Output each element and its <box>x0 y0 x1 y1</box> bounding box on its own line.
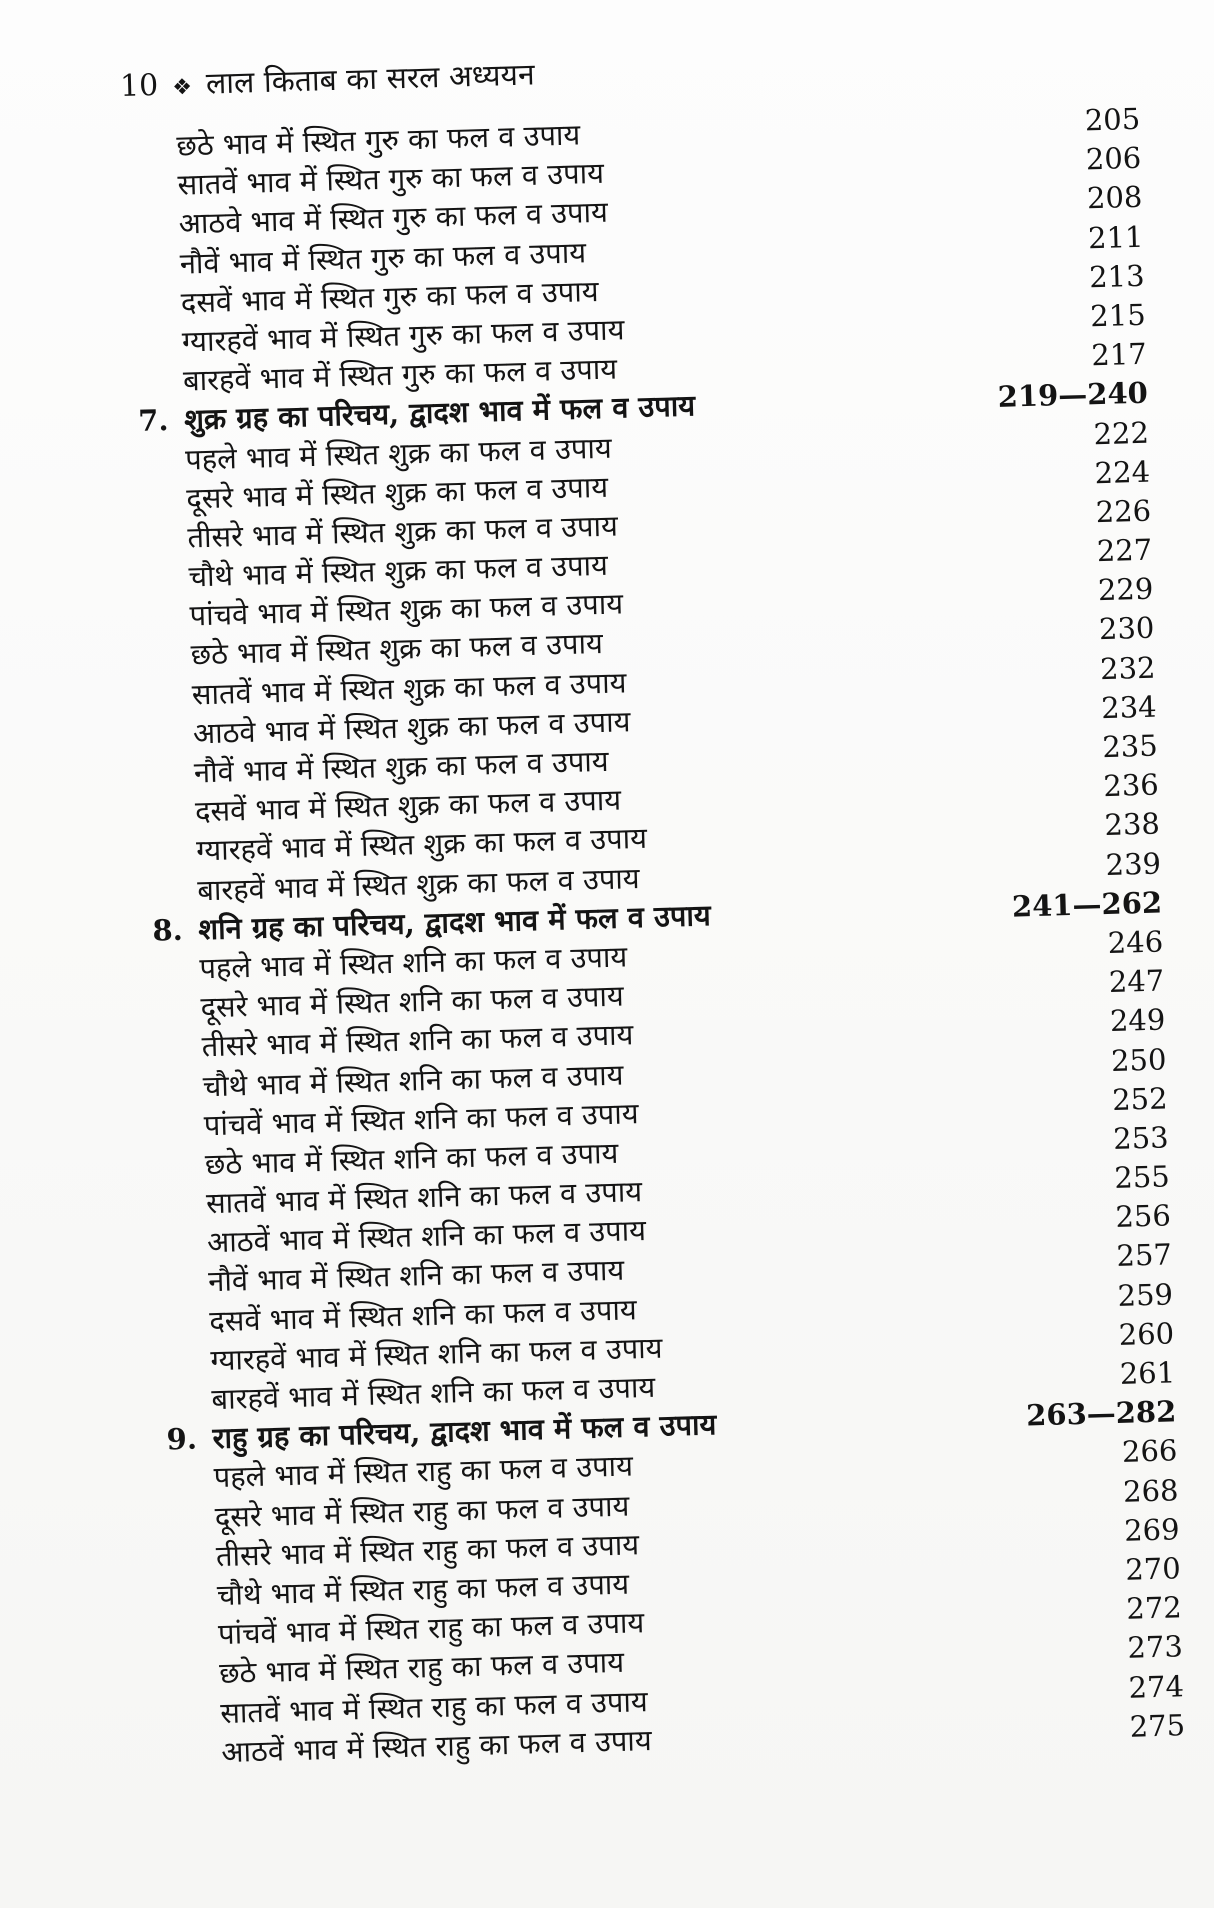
toc-item-title: आठवें भाव में स्थित राहु का फल व उपाय <box>220 1722 653 1769</box>
toc-chapter-number: 8. <box>151 912 184 948</box>
toc-chapter-number: 9. <box>166 1421 198 1457</box>
toc-chapter-title: शुक्र ग्रह का परिचय, द्वादश भाव में फल व उपाय <box>183 388 696 437</box>
toc-chapter-number <box>131 166 175 167</box>
header-book-title: लाल किताब का सरल अध्ययन <box>205 57 536 102</box>
toc-item-page-number: 269 <box>1123 1511 1181 1548</box>
toc-item-title: पहले भाव में स्थित शुक्र का फल व उपाय <box>184 430 613 477</box>
toc-chapter-number <box>141 518 185 519</box>
toc-item-page-number: 205 <box>1084 101 1141 138</box>
toc-item-page-number: 256 <box>1114 1198 1172 1235</box>
toc-item-title: चौथे भाव में स्थित राहु का फल व उपाय <box>216 1566 630 1613</box>
toc-chapter-number <box>140 479 184 480</box>
toc-chapter-number <box>157 1106 201 1107</box>
toc-item-page-number: 235 <box>1101 728 1159 765</box>
toc-item-title: ग्यारहवें भाव में स्थित शुक्र का फल व उपाय <box>195 821 648 868</box>
toc-item-page-number: 255 <box>1113 1159 1171 1195</box>
toc-chapter-number <box>160 1184 204 1185</box>
toc-item-page-number: 226 <box>1095 493 1152 530</box>
toc-item-page-number: 234 <box>1100 689 1158 725</box>
toc-chapter-number <box>153 949 197 950</box>
toc-chapter-number <box>143 597 187 598</box>
toc-item-page-number: 273 <box>1126 1629 1184 1666</box>
toc-item-page-number: 211 <box>1087 219 1144 255</box>
toc-item-title: दसवें भाव में स्थित शुक्र का फल व उपाय <box>194 782 622 829</box>
toc-chapter-number <box>158 1145 202 1146</box>
toc-chapter-number <box>174 1694 218 1695</box>
toc-chapter-number <box>137 362 181 363</box>
toc-item-page-number: 227 <box>1096 532 1153 569</box>
toc-item-title: बारहवें भाव में स्थित शनि का फल व उपाय <box>211 1369 656 1417</box>
toc-chapter-number <box>139 440 183 441</box>
toc-item-page-number: 272 <box>1125 1590 1183 1626</box>
toc-item-title: आठवें भाव में स्थित शनि का फल व उपाय <box>206 1213 647 1260</box>
toc-item-title: तीसरे भाव में स्थित राहु का फल व उपाय <box>215 1527 640 1573</box>
toc-item-page-number: 213 <box>1088 258 1145 295</box>
toc-item-title: दूसरे भाव में स्थित शनि का फल व उपाय <box>200 978 625 1025</box>
toc-item-title: सातवें भाव में स्थित शनि का फल व उपाय <box>205 1174 643 1221</box>
toc-chapter-page-range: 219—240 <box>997 376 1149 415</box>
toc-chapter-number <box>146 714 190 715</box>
toc-chapter-number <box>154 989 198 990</box>
toc-item-page-number: 217 <box>1090 336 1148 373</box>
toc-item-page-number: 239 <box>1105 846 1162 882</box>
toc-chapter-number <box>134 283 178 284</box>
toc-chapter-number <box>144 636 188 637</box>
toc-chapter-number <box>132 205 176 206</box>
toc-chapter-number <box>149 793 193 794</box>
toc-item-title: ग्यारहवें भाव में स्थित गुरु का फल व उपाय <box>181 312 625 359</box>
toc-chapter-number: 7. <box>137 403 169 439</box>
toc-item-page-number: 259 <box>1117 1276 1174 1313</box>
toc-chapter-number <box>130 127 174 128</box>
toc-item-title: तीसरे भाव में स्थित शनि का फल व उपाय <box>201 1017 634 1064</box>
toc-item-title: तीसरे भाव में स्थित शुक्र का फल व उपाय <box>186 508 619 555</box>
toc-chapter-number <box>161 1224 205 1225</box>
toc-chapter-number <box>145 675 189 676</box>
toc-item-page-number: 260 <box>1118 1316 1175 1352</box>
toc-chapter-page-range: 263—282 <box>1025 1394 1177 1433</box>
toc-item-page-number: 238 <box>1104 806 1161 843</box>
toc-item-title: दूसरे भाव में स्थित राहु का फल व उपाय <box>214 1488 630 1534</box>
header-page-number: 10 <box>119 67 159 104</box>
toc-item-page-number: 275 <box>1129 1707 1186 1744</box>
toc-item-page-number: 206 <box>1085 140 1142 177</box>
toc-item-title: दसवें भाव में स्थित गुरु का फल व उपाय <box>180 273 600 320</box>
toc-chapter-number <box>163 1302 207 1303</box>
toc-chapter-number <box>169 1537 213 1538</box>
toc-item-title: आठवे भाव में स्थित शुक्र का फल व उपाय <box>192 704 631 751</box>
header-separator-ornament: ❖ <box>171 74 193 101</box>
toc-chapter-title: राहु ग्रह का परिचय, द्वादश भाव में फल व उपाय <box>212 1407 717 1456</box>
toc-chapter-number <box>151 871 195 872</box>
toc-chapter-number <box>148 754 192 755</box>
toc-chapter-page-range: 241—262 <box>1011 885 1163 924</box>
toc-item-page-number: 250 <box>1110 1041 1167 1078</box>
toc-item-title: नौवें भाव में स्थित शनि का फल व उपाय <box>207 1253 625 1299</box>
toc-item-title: पांचवें भाव में स्थित राहु का फल व उपाय <box>217 1605 645 1652</box>
toc-chapter-number <box>142 558 186 559</box>
toc-item-page-number: 215 <box>1089 297 1147 334</box>
toc-item-title: सातवें भाव में स्थित राहु का फल व उपाय <box>219 1683 649 1730</box>
toc-chapter-title: शनि ग्रह का परिचय, द्वादश भाव में फल व उपाय <box>197 897 712 947</box>
toc-chapter-number <box>155 1028 199 1029</box>
toc-item-title: दसवें भाव में स्थित शनि का फल व उपाय <box>208 1291 638 1338</box>
toc-item-page-number: 246 <box>1107 924 1164 960</box>
toc-item-title: बारहवें भाव में स्थित गुरु का फल व उपाय <box>182 351 618 398</box>
toc-item-title: चौथे भाव में स्थित शुक्र का फल व उपाय <box>188 547 609 594</box>
toc-item-page-number: 274 <box>1128 1668 1185 1705</box>
toc-item-page-number: 270 <box>1124 1551 1182 1587</box>
toc-item-page-number: 236 <box>1102 767 1160 804</box>
toc-item-page-number: 232 <box>1099 650 1156 686</box>
toc-item-title: ग्यारहवें भाव में स्थित शनि का फल व उपाय <box>209 1330 663 1378</box>
toc-chapter-number <box>173 1654 217 1655</box>
toc-item-page-number: 247 <box>1108 963 1165 1000</box>
toc-item-title: आठवे भाव में स्थित गुरु का फल व उपाय <box>178 195 609 242</box>
toc-chapter-number <box>156 1067 200 1068</box>
toc-item-title: सातवें भाव में स्थित गुरु का फल व उपाय <box>177 155 605 202</box>
toc-item-title: पांचवें भाव में स्थित शनि का फल व उपाय <box>203 1095 640 1143</box>
toc-chapter-number <box>167 1459 211 1460</box>
toc-item-title: छठे भाव में स्थित शनि का फल व उपाय <box>204 1135 619 1182</box>
toc-item-page-number: 261 <box>1119 1355 1176 1391</box>
toc-chapter-number <box>170 1576 214 1577</box>
toc-item-title: दूसरे भाव में स्थित शुक्र का फल व उपाय <box>185 469 609 516</box>
toc-item-title: पहले भाव में स्थित शनि का फल व उपाय <box>199 939 628 986</box>
toc-item-title: बारहवें भाव में स्थित शुक्र का फल व उपाय <box>196 860 641 907</box>
toc-item-title: नौवें भाव में स्थित शुक्र का फल व उपाय <box>193 743 610 790</box>
toc-item-title: चौथे भाव में स्थित शनि का फल व उपाय <box>202 1057 624 1103</box>
toc-item-title: छठे भाव में स्थित गुरु का फल व उपाय <box>176 117 581 163</box>
toc-item-title: छठे भाव में स्थित राहु का फल व उपाय <box>218 1645 625 1691</box>
toc-item-page-number: 249 <box>1109 1002 1166 1039</box>
toc-chapter-number <box>150 832 194 833</box>
toc-item-title: पहले भाव में स्थित राहु का फल व उपाय <box>213 1448 634 1495</box>
toc-chapter-number <box>133 244 177 245</box>
toc-item-title: नौवें भाव में स्थित गुरु का फल व उपाय <box>179 234 587 281</box>
toc-chapter-number <box>162 1263 206 1264</box>
table-of-contents <box>130 100 1186 1773</box>
toc-item-page-number: 266 <box>1121 1433 1178 1470</box>
toc-item-page-number: 252 <box>1111 1081 1168 1117</box>
toc-chapter-number <box>164 1341 208 1342</box>
toc-item-page-number: 268 <box>1122 1472 1179 1509</box>
toc-item-title: सातवें भाव में स्थित शुक्र का फल व उपाय <box>191 664 627 712</box>
toc-chapter-number <box>172 1615 216 1616</box>
toc-chapter-number <box>165 1380 209 1381</box>
toc-item-title: छठे भाव में स्थित शुक्र का फल व उपाय <box>190 626 604 672</box>
toc-item-page-number: 222 <box>1093 415 1150 451</box>
running-header <box>119 52 535 105</box>
toc-item-page-number: 208 <box>1086 180 1143 216</box>
toc-item-page-number: 253 <box>1112 1120 1170 1156</box>
toc-chapter-number <box>135 323 179 324</box>
toc-item-title: पांचवे भाव में स्थित शुक्र का फल व उपाय <box>189 586 624 633</box>
toc-chapter-number <box>168 1498 212 1499</box>
toc-chapter-number <box>175 1733 219 1734</box>
toc-item-page-number: 257 <box>1116 1237 1173 1274</box>
toc-item-page-number: 224 <box>1094 454 1151 490</box>
toc-item-page-number: 230 <box>1098 611 1155 647</box>
toc-item-page-number: 229 <box>1097 571 1154 608</box>
